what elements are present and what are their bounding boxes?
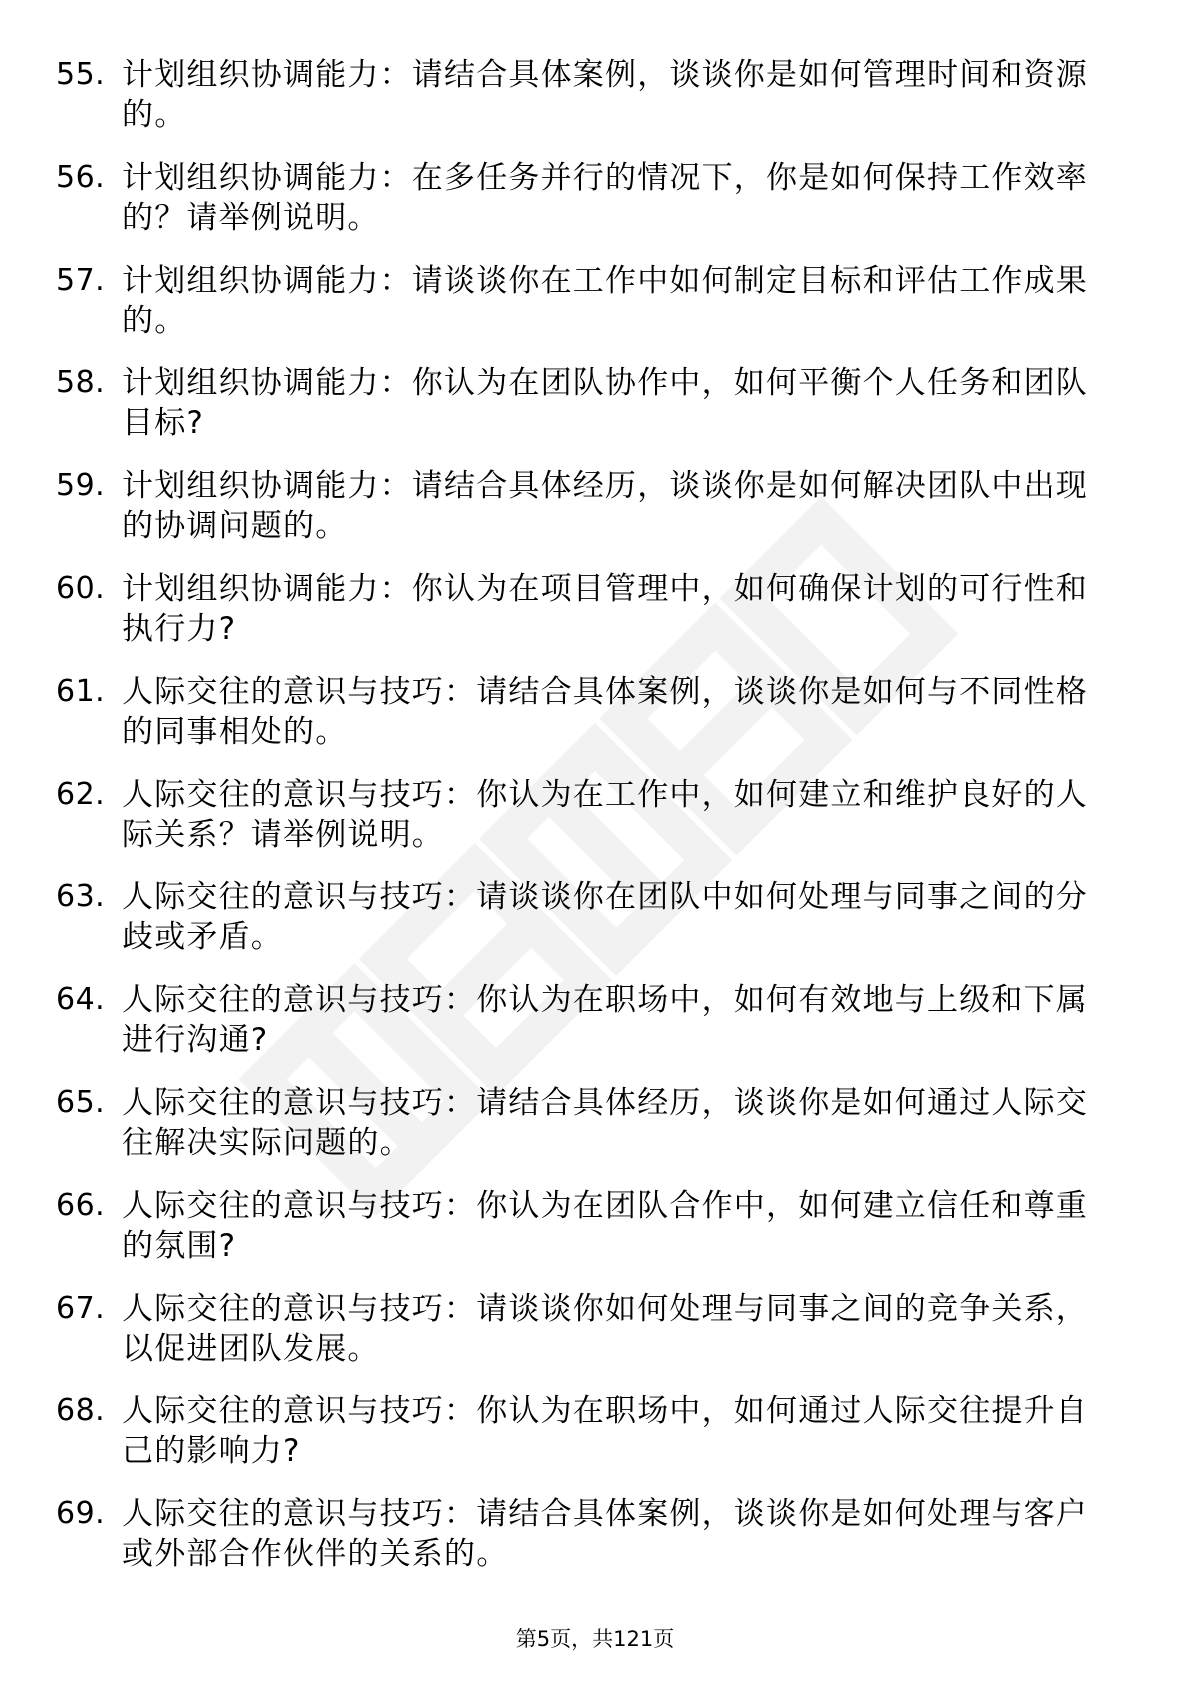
question-number: 61. [56,673,106,709]
question-number: 68. [56,1393,106,1429]
question-number: 59. [56,468,106,504]
question-number: 58. [56,365,106,401]
question-number: 65. [56,1084,106,1120]
question-number: 64. [56,982,106,1018]
question-number: 63. [56,879,106,915]
question-text: 人际交往的意识与技巧：请结合具体案例，谈谈你是如何处理与客户或外部合作伙伴的关系的。 [122,1496,1088,1573]
question-item [0,877,1190,980]
question-text: 人际交往的意识与技巧：你认为在职场中，如何有效地与上级和下属进行沟通? [122,982,1088,1059]
question-item [0,261,1190,364]
question-text: 计划组织协调能力：请结合具体案例，谈谈你是如何管理时间和资源的。 [122,57,1088,133]
question-text: 人际交往的意识与技巧：请结合具体经历，谈谈你是如何通过人际交往解决实际问题的。 [122,1084,1088,1161]
question-item [0,158,1190,261]
question-number: 57. [56,262,106,298]
question-item [0,1289,1190,1392]
question-text: 人际交往的意识与技巧：请谈谈你如何处理与同事之间的竞争关系，以促进团队发展。 [122,1290,1088,1367]
question-item [0,1186,1190,1289]
question-text: 计划组织协调能力：在多任务并行的情况下，你是如何保持工作效率的？请举例说明。 [122,159,1088,236]
question-item [0,55,1190,158]
question-item [0,1494,1190,1597]
question-number: 60. [56,570,106,606]
question-text: 计划组织协调能力：请结合具体经历，谈谈你是如何解决团队中出现的协调问题的。 [122,468,1088,545]
question-number: 66. [56,1187,106,1223]
question-item [0,363,1190,466]
question-text: 计划组织协调能力：请谈谈你在工作中如何制定目标和评估工作成果的。 [122,262,1088,339]
question-item [0,1391,1190,1494]
question-number: 56. [56,159,106,195]
question-item [0,569,1190,672]
question-text: 人际交往的意识与技巧：请结合具体案例，谈谈你是如何与不同性格的同事相处的。 [122,673,1088,750]
question-text: 人际交往的意识与技巧：你认为在职场中，如何通过人际交往提升自己的影响力? [122,1393,1088,1470]
page-number-footer: 第5页，共121页 [515,1627,675,1651]
question-text: 人际交往的意识与技巧：请谈谈你在团队中如何处理与同事之间的分歧或矛盾。 [122,879,1088,956]
question-text: 人际交往的意识与技巧：你认为在团队合作中，如何建立信任和尊重的氛围? [122,1187,1088,1264]
question-item [0,672,1190,775]
question-number: 69. [56,1496,106,1532]
question-list [0,55,1190,1597]
question-item [0,980,1190,1083]
question-item [0,466,1190,569]
question-number: 67. [56,1290,106,1326]
question-item [0,775,1190,878]
question-text: 计划组织协调能力：你认为在团队协作中，如何平衡个人任务和团队目标? [122,365,1088,442]
question-text: 人际交往的意识与技巧：你认为在工作中，如何建立和维护良好的人际关系？请举例说明。 [122,776,1088,853]
question-item [0,1083,1190,1186]
question-number: 55. [56,57,106,92]
question-text: 计划组织协调能力：你认为在项目管理中，如何确保计划的可行性和执行力? [122,570,1088,647]
question-number: 62. [56,776,106,812]
